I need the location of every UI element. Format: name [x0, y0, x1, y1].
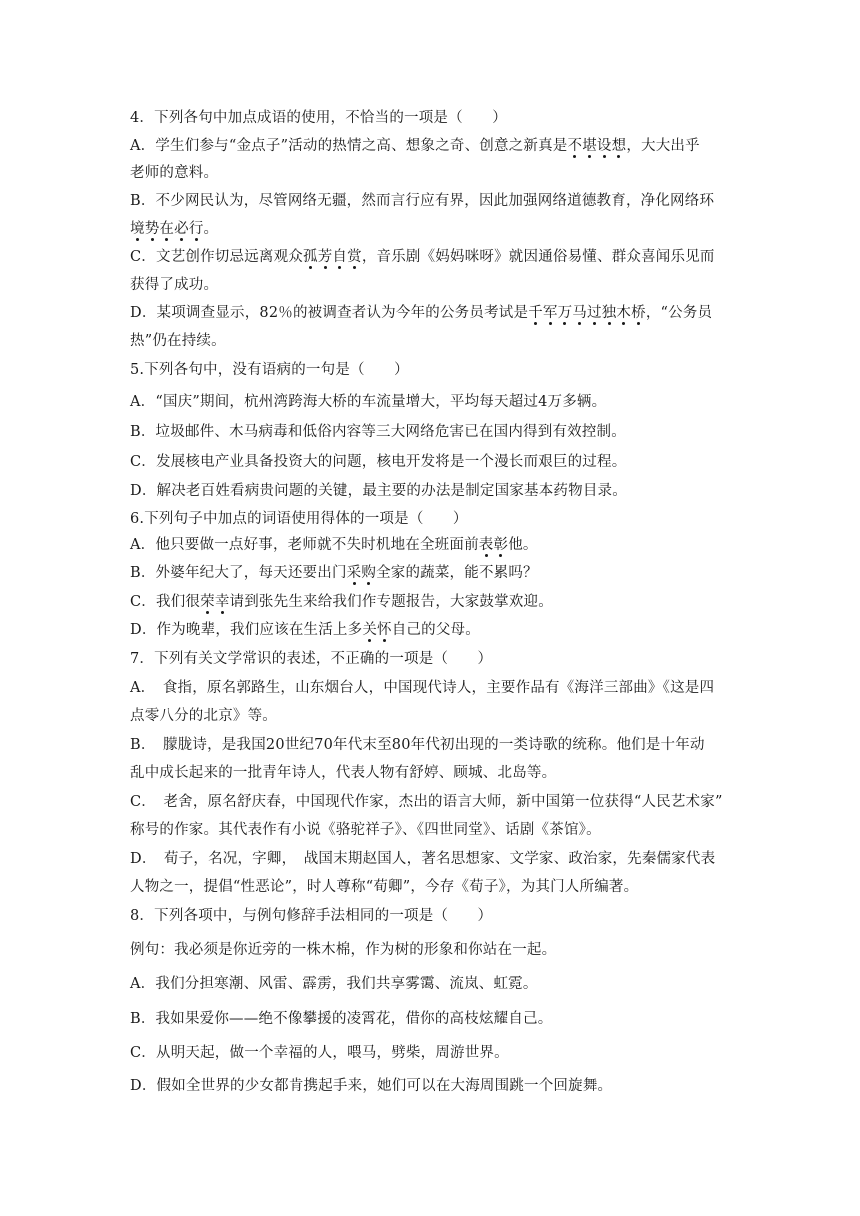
emphasis-dot-char: 购 [361, 565, 377, 581]
q7-option-c-line1: C． 老舍，原名舒庆春，中国现代作家，杰出的语言大师，新中国第一位获得“人民艺术家” [130, 794, 723, 810]
emphasis-dot-char: 彰 [493, 537, 509, 553]
q4-option-a-line2: 老师的意料。 [130, 165, 219, 181]
q4-stem: 4．下列各句中加点成语的使用，不恰当的一项是（ ） [130, 110, 507, 126]
q5-option-b: B．垃圾邮件、木马病毒和低俗内容等三大网络危害已在国内得到有效控制。 [130, 424, 626, 440]
q4-option-b-line2: 境势在必行。 [130, 221, 219, 237]
q6-option-c: C．我们很荣幸请到张先生来给我们作专题报告，大家鼓掌欢迎。 [130, 594, 553, 610]
emphasis-dot-char: 芳 [317, 249, 333, 265]
q7-option-b-line2: 乱中成长起来的一批青年诗人，代表人物有舒婷、顾城、北岛等。 [130, 765, 557, 781]
q7-option-c-line2: 称号的作家。其代表作有小说《骆驼祥子》、《四世同堂》、话剧《茶馆》。 [130, 822, 601, 838]
q6-dotted-word-b [347, 565, 376, 581]
emphasis-dot-char: 马 [572, 305, 587, 321]
emphasis-dot-char: 关 [362, 622, 378, 638]
q6-dotted-word-c [200, 594, 229, 610]
emphasis-dot-char: 幸 [214, 594, 230, 610]
q8-option-d: D．假如全世界的少女都肯携起手来，她们可以在大海周围跳一个回旋舞。 [130, 1078, 613, 1094]
emphasis-dot-char: 独 [601, 305, 617, 321]
emphasis-dot-char: 采 [346, 565, 362, 581]
q7-option-b-line1: B． 朦胧诗，是我国20世纪70年代末至80年代初出现的一类诗歌的统称。他们是十年动 [130, 737, 705, 753]
emphasis-dot-char: 孤 [303, 249, 318, 265]
q4-option-c-line1: C．文艺创作切忌远离观众孤芳自赏，音乐剧《妈妈咪呀》就因通俗易懂、群众喜闻乐见而 [130, 249, 715, 265]
q5-stem: 5.下列各句中，没有语病的一句是（ ） [130, 362, 409, 378]
q4-option-c-line2: 获得了成功。 [130, 277, 219, 293]
q4-option-d-line1: D．某项调查显示，82％的被调查者认为今年的公务员考试是千军万马过独木桥，“公务员 [130, 305, 713, 321]
emphasis-dot-char: 境 [130, 221, 145, 237]
q7-option-d-line2: 人物之一，提倡“性恶论”，时人尊称“荀卿”，今存《荀子》，为其门人所编著。 [130, 879, 639, 895]
q8-example: 例句：我必须是你近旁的一株木棉，作为树的形象和你站在一起。 [130, 942, 557, 958]
q6-dotted-word-d [362, 622, 391, 638]
q7-option-a-line1: A． 食指，原名郭路生，山东烟台人，中国现代诗人，主要作品有《海洋三部曲》《这是四 [130, 680, 715, 696]
emphasis-dot-char: 桥 [631, 305, 646, 321]
emphasis-dot-char: 过 [587, 305, 602, 321]
emphasis-dot-char: 赏 [347, 249, 362, 265]
emphasis-dot-char: 堪 [582, 138, 597, 154]
emphasis-dot-char: 荣 [200, 594, 215, 610]
q4-dotted-idiom-c [303, 249, 362, 265]
q8-option-a: A．我们分担寒潮、风雷、霹雳，我们共享雾霭、流岚、虹霓。 [130, 976, 538, 992]
emphasis-dot-char: 万 [557, 305, 573, 321]
q5-option-a: A．“国庆”期间，杭州湾跨海大桥的车流量增大，平均每天超过4万多辆。 [130, 394, 607, 410]
emphasis-dot-char: 表 [478, 537, 494, 553]
q4-dotted-idiom-a [568, 138, 627, 154]
emphasis-dot-char: 千 [528, 305, 543, 321]
q8-stem: 8．下列各项中，与例句修辞手法相同的一项是（ ） [130, 908, 493, 924]
emphasis-dot-char: 必 [174, 221, 189, 237]
q7-option-a-line2: 点零八分的北京》等。 [130, 708, 277, 724]
emphasis-dot-char: 势 [144, 221, 160, 237]
q8-option-c: C．从明天起，做一个幸福的人，喂马，劈柴，周游世界。 [130, 1045, 509, 1061]
q5-option-d: D．解决老百姓看病贵问题的关键，最主要的办法是制定国家基本药物目录。 [130, 483, 627, 499]
emphasis-dot-char: 怀 [377, 622, 392, 638]
q4-option-b-line1: B．不少网民认为，尽管网络无疆，然而言行应有界，因此加强网络道德教育，净化网络环 [130, 193, 715, 209]
emphasis-dot-char: 自 [332, 249, 348, 265]
q4-dotted-idiom-d [528, 305, 646, 321]
emphasis-dot-char: 木 [616, 305, 632, 321]
q4-option-a-line1: A．学生们参与“金点子”活动的热情之高、想象之奇、创意之新真是不堪设想，大大出乎 [130, 138, 700, 154]
emphasis-dot-char: 设 [596, 138, 612, 154]
emphasis-dot-char: 军 [542, 305, 558, 321]
q8-option-b: B．我如果爱你——绝不像攀援的凌霄花，借你的高枝炫耀自己。 [130, 1011, 553, 1027]
emphasis-dot-char: 想 [611, 138, 627, 154]
q4-dotted-idiom-b [130, 221, 204, 237]
q6-option-d: D．作为晚辈，我们应该在生活上多关怀自己的父母。 [130, 622, 480, 638]
q6-stem: 6.下列句子中加点的词语使用得体的一项是（ ） [130, 511, 468, 527]
emphasis-dot-char: 行 [188, 221, 204, 237]
q4-option-d-line2: 热”仍在持续。 [130, 333, 226, 349]
q5-option-c: C．发展核电产业具备投资大的问题，核电开发将是一个漫长而艰巨的过程。 [130, 454, 627, 470]
emphasis-dot-char: 在 [159, 221, 175, 237]
q7-option-d-line1: D． 荀子，名况，字卿， 战国末期赵国人，著名思想家、文学家、政治家，先秦儒家代表 [130, 851, 716, 867]
q6-dotted-word-a [479, 537, 508, 553]
emphasis-dot-char: 不 [567, 138, 583, 154]
q7-stem: 7．下列有关文学常识的表述，不正确的一项是（ ） [130, 651, 493, 667]
q6-option-a: A．他只要做一点好事，老师就不失时机地在全班面前表彰他。 [130, 537, 538, 553]
q6-option-b: B．外婆年纪大了，每天还要出门采购全家的蔬菜，能不累吗？ [130, 565, 538, 581]
